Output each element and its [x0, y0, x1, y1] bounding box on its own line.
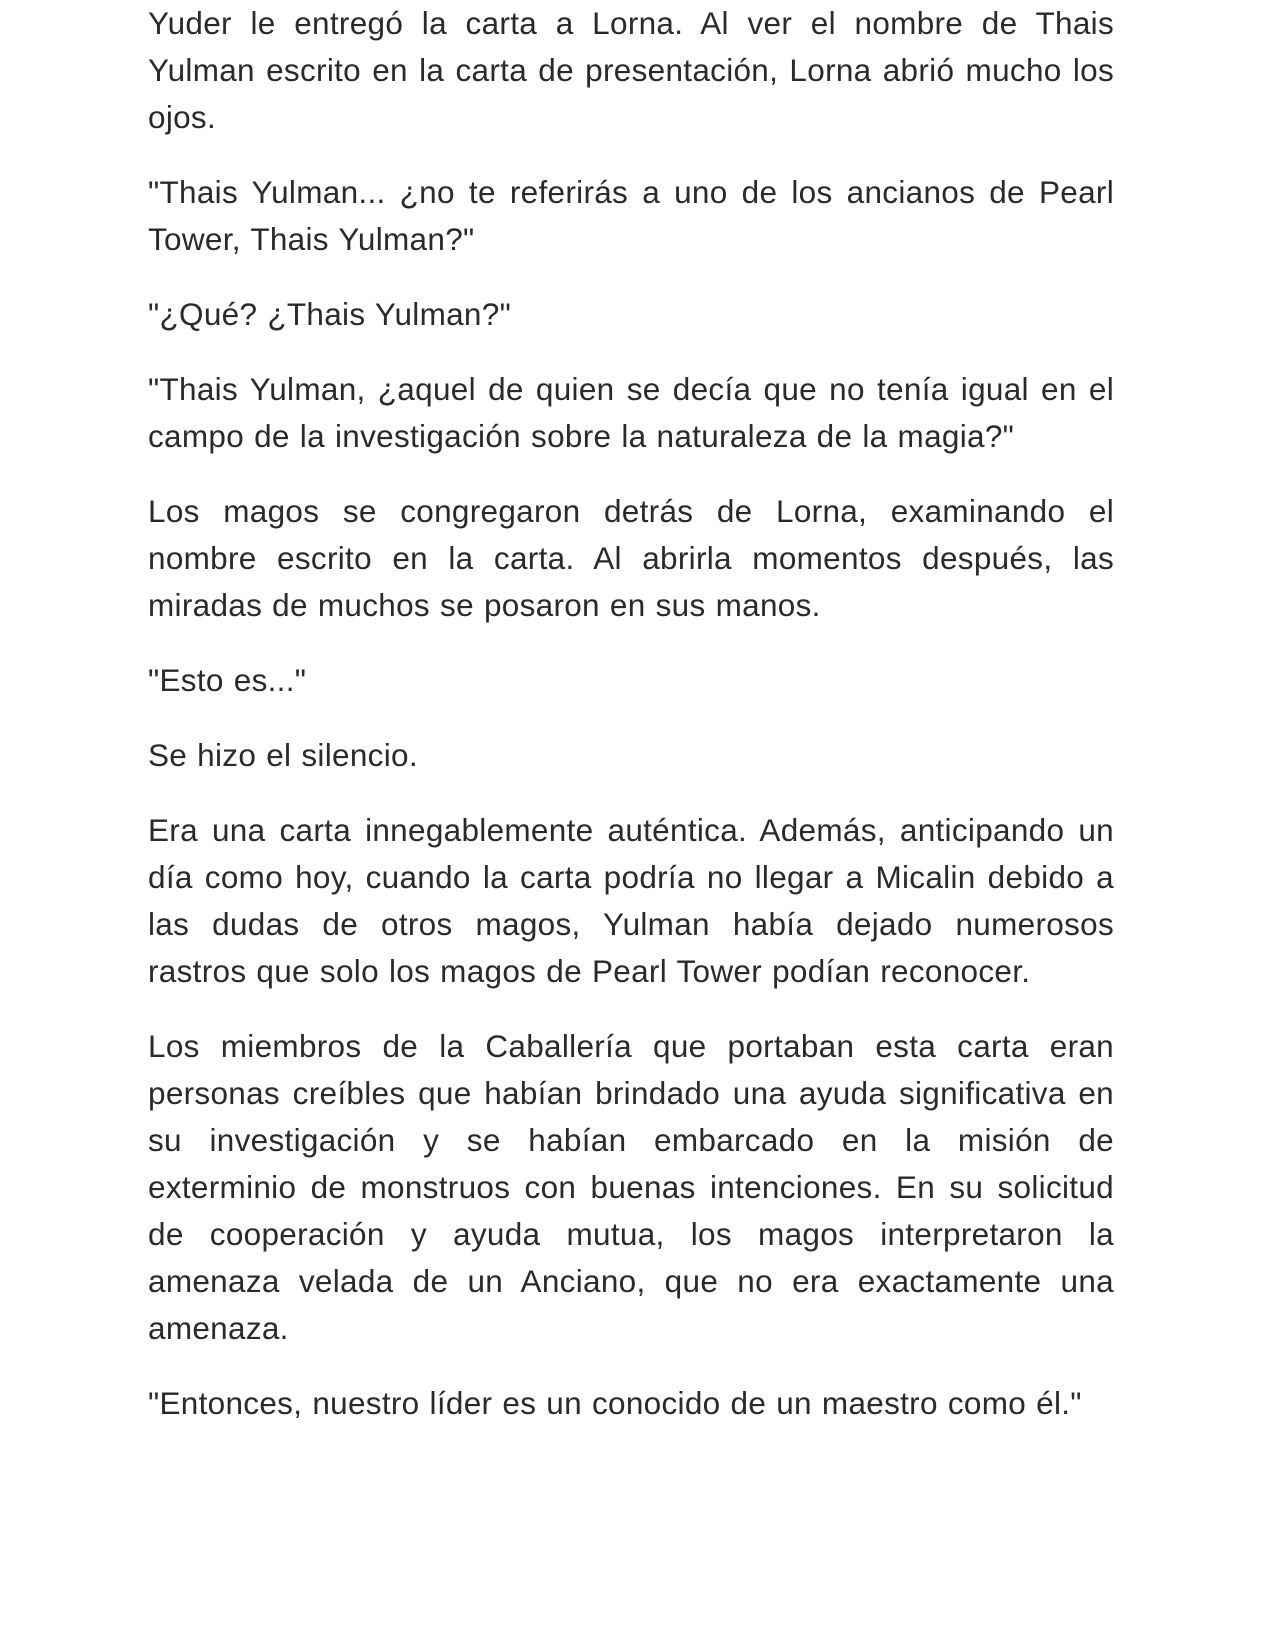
paragraph: "Esto es..." [148, 662, 307, 698]
paragraph: Los magos se congregaron detrás de Lorna, examinando el nombre escrito en la carta. Al abrirla momentos después, las miradas de muchos se posaron en sus manos. [148, 493, 1114, 623]
paragraph: "Thais Yulman, ¿aquel de quien se decía que no tenía igual en el campo de la investigación sobre la naturaleza de la magia?" [148, 371, 1114, 454]
document-page [148, 0, 1114, 1455]
paragraph: "¿Qué? ¿Thais Yulman?" [148, 296, 512, 332]
paragraph: Se hizo el silencio. [148, 737, 418, 773]
paragraph: "Thais Yulman... ¿no te referirás a uno de los ancianos de Pearl Tower, Thais Yulman?" [148, 174, 1114, 257]
paragraph: "Entonces, nuestro líder es un conocido de un maestro como él." [148, 1385, 1082, 1421]
paragraph: Yuder le entregó la carta a Lorna. Al ver el nombre de Thais Yulman escrito en la carta de presentación, Lorna abrió mucho los ojos. [148, 5, 1114, 135]
paragraph: Los miembros de la Caballería que portaban esta carta eran personas creíbles que habían brindado una ayuda significativa en su investigación y se habían embarcado en la misión de exterminio de monstruos con buenas intenciones. En su solicitud de cooperación y ayuda mutua, los magos interpretaron la amenaza velada de un Anciano, que no era exactamente una amenaza. [148, 1028, 1114, 1346]
paragraph: Era una carta innegablemente auténtica. Además, anticipando un día como hoy, cuando la carta podría no llegar a Micalin debido a las dudas de otros magos, Yulman había dejado numerosos rastros que solo los magos de Pearl Tower podían reconocer. [148, 812, 1114, 989]
